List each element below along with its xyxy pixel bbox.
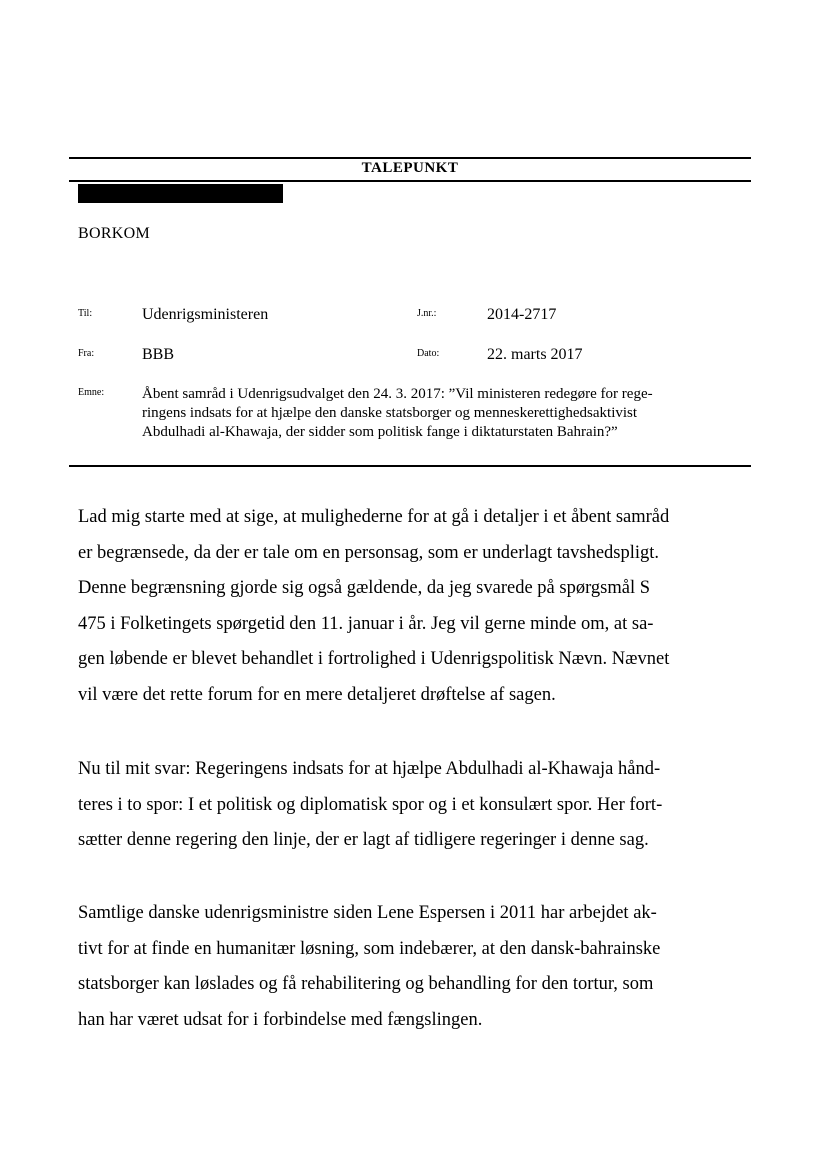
paragraph-3 bbox=[78, 896, 748, 1038]
date-value: 22. marts 2017 bbox=[487, 346, 583, 363]
text-line: sætter denne regering den linje, der er lagt af tidligere regeringer i denne sag. bbox=[78, 830, 649, 850]
redaction-bar bbox=[78, 184, 283, 203]
text-line: Lad mig starte med at sige, at mulighederne for at gå i detaljer i et åbent samråd bbox=[78, 507, 670, 527]
date-label: Dato: bbox=[417, 348, 440, 359]
text-line: han har været udsat for i forbindelse med fængslingen. bbox=[78, 1009, 483, 1030]
from-value: BBB bbox=[142, 346, 175, 363]
header-top-rule bbox=[69, 157, 751, 159]
subject-line: Åbent samråd i Udenrigsudvalget den 24. 3. 2017: ”Vil ministeren redegøre for rege- bbox=[142, 386, 653, 402]
jnr-label: J.nr.: bbox=[417, 308, 437, 319]
to-value: Udenrigsministeren bbox=[142, 306, 269, 323]
to-label: Til: bbox=[78, 308, 93, 319]
text-line: Samtlige danske udenrigsministre siden Lene Espersen i 2011 har arbejdet ak- bbox=[78, 903, 657, 923]
text-line: Denne begrænsning gjorde sig også gældende, da jeg svarede på spørgsmål S bbox=[78, 578, 651, 598]
subject-line: ringens indsats for at hjælpe den danske statsborger og menneskerettighedsaktivist bbox=[142, 405, 638, 421]
section-divider bbox=[69, 465, 751, 467]
text-line: er begrænsede, da der er tale om en personsag, som er underlagt tavshedspligt. bbox=[78, 542, 660, 563]
text-line: statsborger kan løslades og få rehabilitering og behandling for den tortur, som bbox=[78, 974, 654, 994]
document-title: TALEPUNKT bbox=[361, 160, 459, 176]
text-line: vil være det rette forum for en mere detaljeret drøftelse af sagen. bbox=[78, 684, 556, 705]
paragraph-1 bbox=[78, 500, 748, 713]
organization-name: BORKOM bbox=[78, 225, 151, 242]
from-label: Fra: bbox=[78, 348, 95, 359]
text-line: tivt for at finde en humanitær løsning, som indebærer, at den dansk-bahrainske bbox=[78, 938, 661, 959]
header-bottom-rule bbox=[69, 180, 751, 182]
subject-text bbox=[142, 385, 754, 442]
text-line: gen løbende er blevet behandlet i fortrolighed i Udenrigspolitisk Nævn. Nævnet bbox=[78, 649, 670, 669]
subject-line: Abdulhadi al-Khawaja, der sidder som politisk fange i diktaturstaten Bahrain?” bbox=[142, 424, 618, 440]
paragraph-2 bbox=[78, 752, 748, 859]
jnr-value: 2014-2717 bbox=[487, 306, 557, 323]
subject-label: Emne: bbox=[78, 387, 105, 398]
text-line: 475 i Folketingets spørgetid den 11. januar i år. Jeg vil gerne minde om, at sa- bbox=[78, 613, 654, 634]
text-line: Nu til mit svar: Regeringens indsats for at hjælpe Abdulhadi al-Khawaja hånd- bbox=[78, 759, 661, 779]
text-line: teres i to spor: I et politisk og diplomatisk spor og i et konsulært spor. Her fort- bbox=[78, 794, 663, 815]
